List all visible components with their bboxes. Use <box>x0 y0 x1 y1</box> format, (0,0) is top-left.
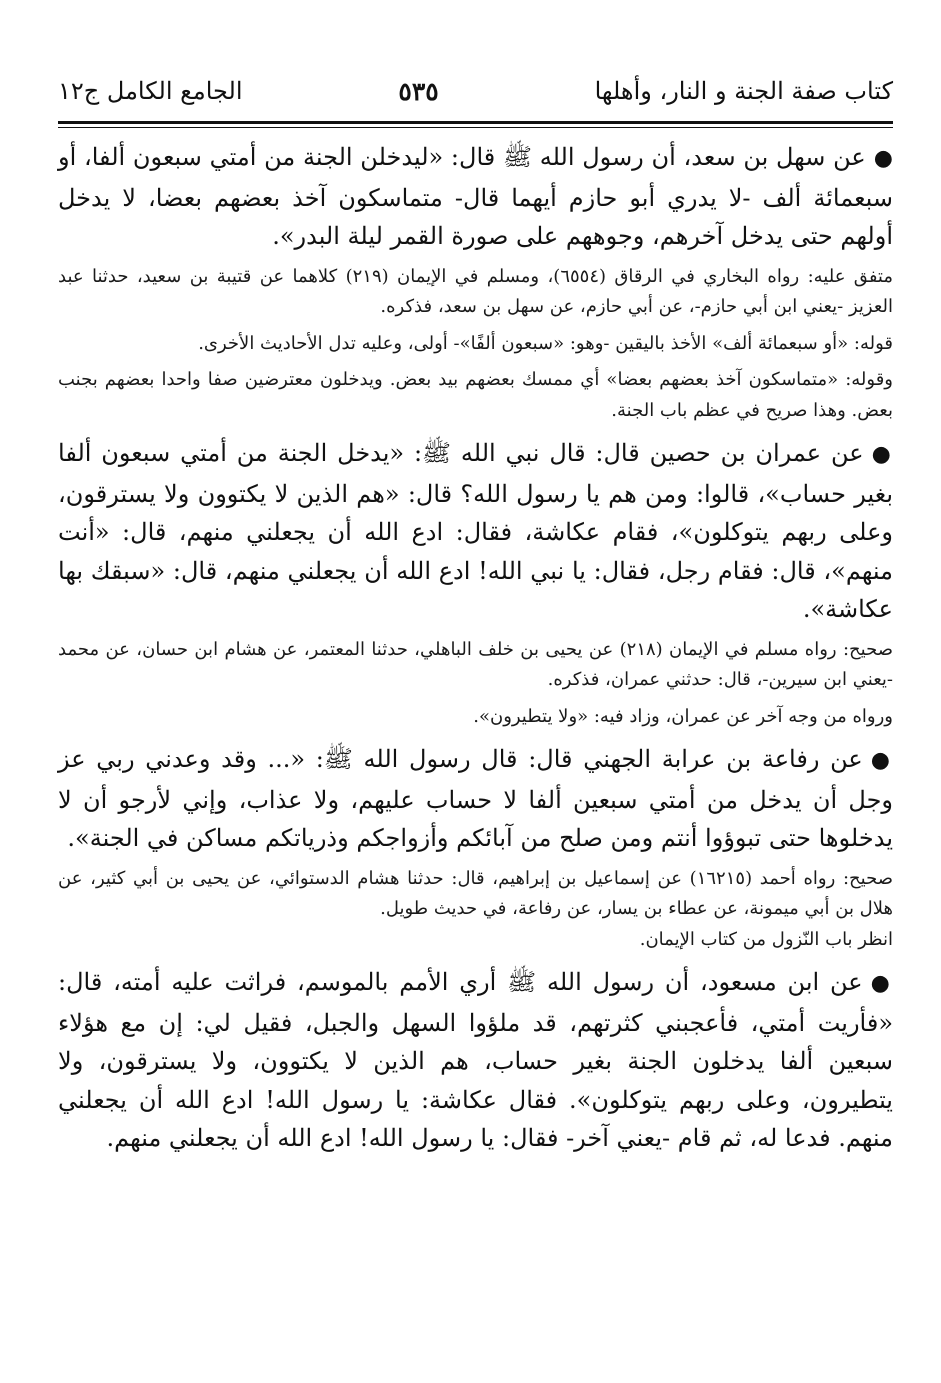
header-rule-thin <box>58 127 893 128</box>
bullet-icon: ● <box>870 748 893 773</box>
hadith-paragraph <box>58 434 893 629</box>
hadith-paragraph <box>58 138 893 256</box>
takhrij-note: صحيح: رواه مسلم في الإيمان (٢١٨) عن يحيى بن خلف الباهلي، حدثنا المعتمر، عن هشام ابن حسان، عن محمد -يعني ابن سيرين-، قال: حدثني عمران، فذكره. <box>58 638 893 690</box>
commentary-note: قوله: «أو سبعمائة ألف» الأخذ باليقين -وهو: «سبعون ألفًا»- أولى، وعليه تدل الأحاديث الأخرى. <box>198 332 893 354</box>
hadith-text: عن عمران بن حصين قال: قال نبي الله ﷺ: «يدخل الجنة من أمتي سبعون ألفا بغير حساب»، قالوا: ومن هم يا رسول الله؟ قال: «هم الذين لا يكتوون ولا يسترقون، وعلى ربهم يتوكلون»، فقام عكاشة، فقال: ادع الله أن يجعلني منهم، قال: «أنت منهم»، قال: فقام رجل، فقال: يا نبي الله! ادع الله أن يجعلني منهم، قال: «سبقك بها عكاشة». <box>58 439 893 623</box>
cross-reference-note: انظر باب النّزول من كتاب الإيمان. <box>639 928 893 950</box>
volume-label: الجامع الكامل ج١٢ <box>58 77 243 105</box>
hadith-paragraph <box>58 740 893 858</box>
page-body <box>58 138 893 1158</box>
takhrij-note: صحيح: رواه أحمد (١٦٢١٥) عن إسماعيل بن إبراهيم، قال: حدثنا هشام الدستوائي، عن يحيى بن أبي كثير، عن هلال بن أبي ميمونة، عن عطاء بن يسار، عن رفاعة، في حديث طويل. <box>58 867 893 919</box>
book-title: كتاب صفة الجنة و النار، وأهلها <box>594 77 893 105</box>
header-rule-thick <box>58 121 893 124</box>
running-header <box>58 66 893 116</box>
bullet-icon: ● <box>873 146 893 171</box>
commentary-note: وقوله: «متماسكون آخذ بعضهم بعضا» أي ممسك بعضهم بيد بعض. ويدخلون معترضين صفا واحدا بعضهم بجنب بعض. وهذا صريح في عظم باب الجنة. <box>58 369 893 421</box>
hadith-paragraph <box>58 963 893 1158</box>
hadith-text: عن سهل بن سعد، أن رسول الله ﷺ قال: «ليدخلن الجنة من أمتي سبعون ألفا، أو سبعمائة ألف -لا يدري أبو حازم أيهما قال- متماسكون آخذ بعضهم بعضا، لا يدخل أولهم حتى يدخل آخرهم، وجوههم على صورة القمر ليلة البدر». <box>58 143 893 250</box>
takhrij-note: متفق عليه: رواه البخاري في الرقاق (٦٥٥٤)، ومسلم في الإيمان (٢١٩) كلاهما عن قتيبة بن سعيد، حدثنا عبد العزيز -يعني ابن أبي حازم-، عن أبي حازم، عن سهل بن سعد، فذكره. <box>58 265 894 317</box>
commentary-note: ورواه من وجه آخر عن عمران، وزاد فيه: «ولا يتطيرون». <box>473 705 893 727</box>
bullet-icon: ● <box>871 442 894 467</box>
hadith-text: عن رفاعة بن عرابة الجهني قال: قال رسول الله ﷺ: «... وقد وعدني ربي عز وجل أن يدخل من أمتي سبعين ألفا لا حساب عليهم، ولا عذاب، وإني لأرجو أن لا يدخلوها حتى تبوؤوا أنتم ومن صلح من آبائكم وأزواجكم وذرياتكم مساكن في الجنة». <box>58 745 893 852</box>
hadith-text: عن ابن مسعود، أن رسول الله ﷺ أري الأمم بالموسم، فراثت عليه أمته، قال: «فأريت أمتي، فأعجبني كثرتهم، قد ملؤوا السهل والجبل، فقيل لي: إن مع هؤلاء سبعين ألفا يدخلون الجنة بغير حساب، هم الذين لا يكتوون، ولا يسترقون، ولا يتطيرون، وعلى ربهم يتوكلون». فقال عكاشة: يا رسول الله! ادع الله أن يجعلني منهم. فدعا له، ثم قام -يعني آخر- فقال: يا رسول الله! ادع الله أن يجعلني منهم. <box>58 968 893 1152</box>
bullet-icon: ● <box>870 971 893 996</box>
page-number: ٥٣٥ <box>398 76 439 106</box>
